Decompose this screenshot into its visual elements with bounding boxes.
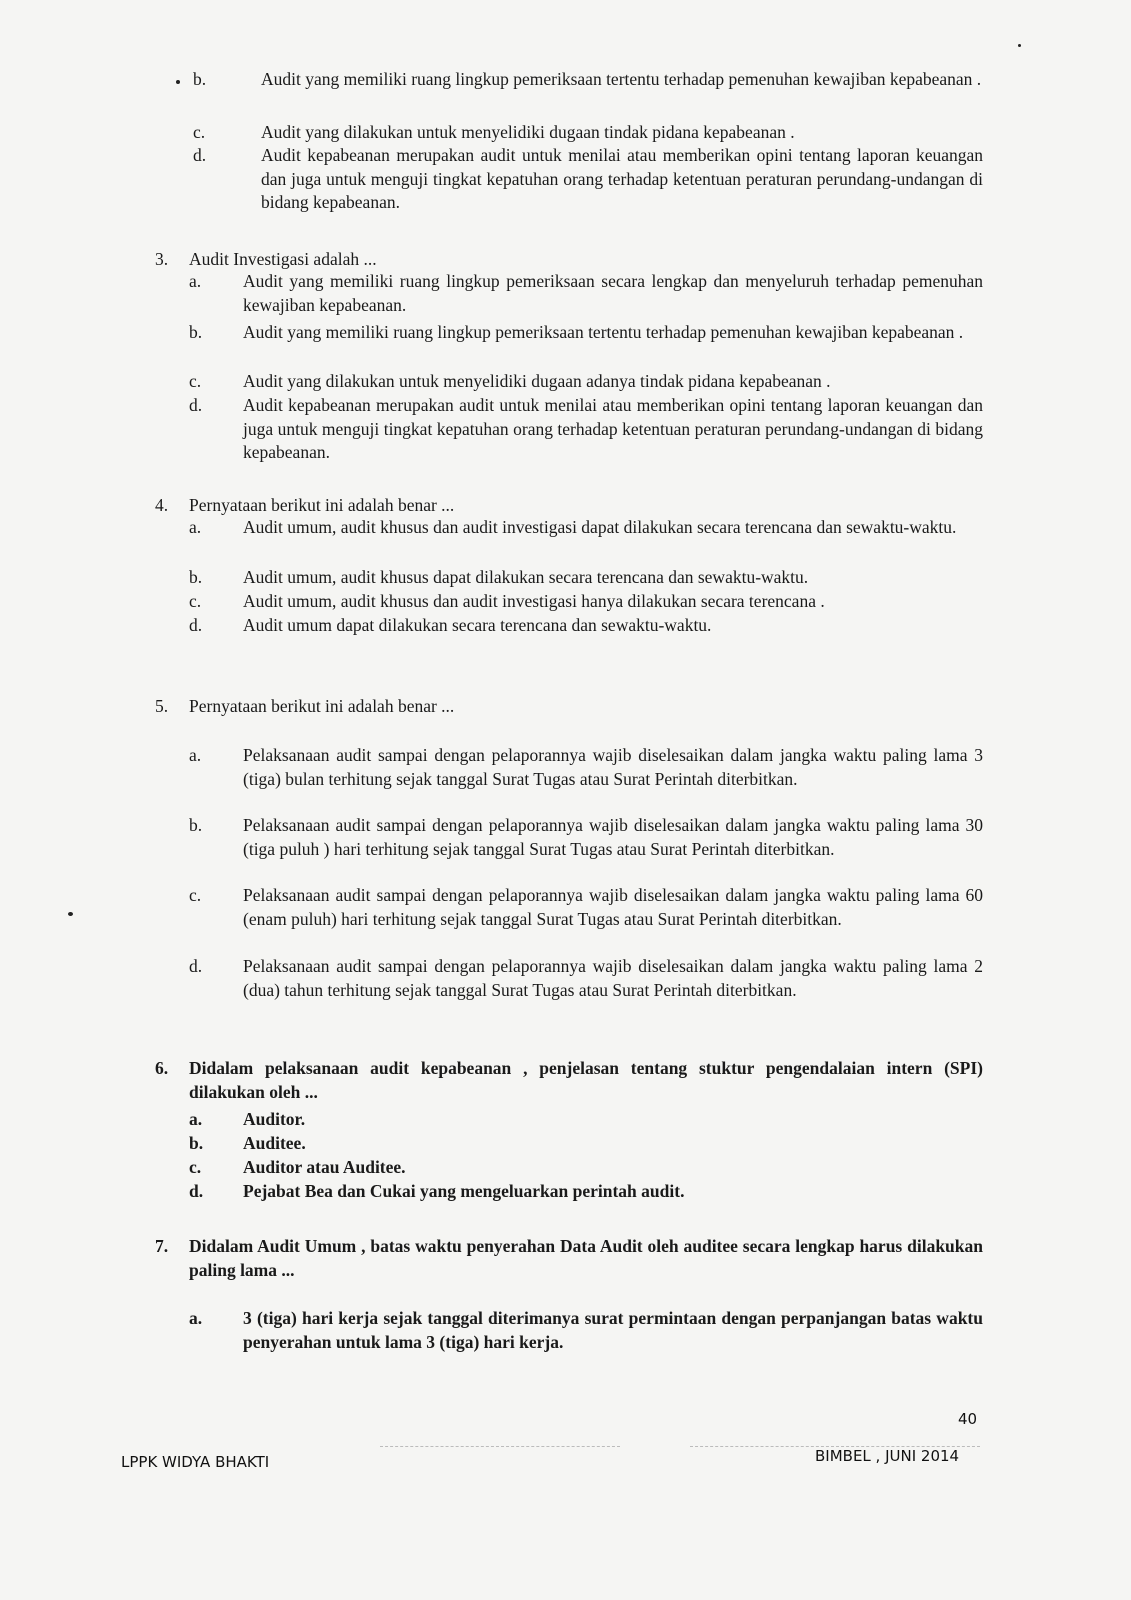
q7-option-a <box>189 1307 983 1354</box>
option-letter: d. <box>189 956 203 976</box>
q5-option-b <box>189 814 983 861</box>
option-text: Pelaksanaan audit sampai dengan pelaporannya wajib diselesaikan dalam jangka waktu paling lama 30 (tiga puluh ) hari terhitung sejak tanggal Surat Tugas atau Surat Perintah diterbitkan. <box>243 815 983 859</box>
option-text: 3 (tiga) hari kerja sejak tanggal diterimanya surat permintaan dengan perpanjangan batas waktu penyerahan untuk lama 3 (tiga) hari kerja. <box>243 1308 983 1352</box>
option-letter: d. <box>189 1181 204 1201</box>
option-text: Pelaksanaan audit sampai dengan pelaporannya wajib diselesaikan dalam jangka waktu paling lama 60 (enam puluh) hari terhitung sejak tanggal Surat Tugas atau Surat Perintah diterbitkan. <box>243 885 983 929</box>
option-text: Audit umum, audit khusus dan audit investigasi dapat dilakukan secara terencana dan sewaktu-waktu. <box>243 517 957 537</box>
question-text: Didalam Audit Umum , batas waktu penyerahan Data Audit oleh auditee secara lengkap harus dilakukan paling lama ... <box>189 1236 983 1280</box>
option-letter: d. <box>189 615 203 635</box>
q3-option-b <box>189 321 983 345</box>
question-number: 3. <box>155 249 169 269</box>
question-4 <box>155 494 983 518</box>
footer-right-label: BIMBEL , JUNI 2014 <box>815 1447 960 1465</box>
option-letter: a. <box>189 1308 203 1328</box>
option-text: Pelaksanaan audit sampai dengan pelaporannya wajib diselesaikan dalam jangka waktu paling lama 3 (tiga) bulan terhitung sejak tanggal Surat Tugas atau Surat Perintah diterbitkan. <box>243 745 983 789</box>
q6-option-c <box>189 1156 983 1180</box>
question-text: Didalam pelaksanaan audit kepabeanan , penjelasan tentang stuktur pengendalaian intern (SPI) dilakukan oleh ... <box>189 1058 983 1102</box>
option-letter: c. <box>189 591 202 611</box>
option-text: Audit umum, audit khusus dan audit investigasi hanya dilakukan secara terencana . <box>243 591 825 611</box>
option-letter: c. <box>189 885 202 905</box>
question-number: 4. <box>155 495 169 515</box>
scan-speck <box>176 80 180 84</box>
option-letter: d. <box>193 145 207 165</box>
question-text: Audit Investigasi adalah ... <box>189 249 377 269</box>
option-letter: a. <box>189 271 202 291</box>
option-letter: c. <box>193 122 206 142</box>
option-letter: b. <box>189 1133 204 1153</box>
option-text: Audit yang memiliki ruang lingkup pemeriksaan tertentu terhadap pemenuhan kewajiban kepabeanan . <box>261 69 982 89</box>
option-letter: a. <box>189 517 202 537</box>
q3-option-c <box>189 370 983 394</box>
question-3 <box>155 248 983 272</box>
option-text: Pelaksanaan audit sampai dengan pelaporannya wajib diselesaikan dalam jangka waktu paling lama 2 (dua) tahun terhitung sejak tanggal Surat Tugas atau Surat Perintah diterbitkan. <box>243 956 983 1000</box>
option-letter: c. <box>189 371 202 391</box>
q6-option-d <box>189 1180 983 1204</box>
option-text: Audit yang dilakukan untuk menyelidiki dugaan tindak pidana kepabeanan . <box>261 122 795 142</box>
option-letter: b. <box>189 567 203 587</box>
option-text: Audit yang memiliki ruang lingkup pemeriksaan secara lengkap dan menyeluruh terhadap pemenuhan kewajiban kepabeanan. <box>243 271 983 315</box>
page-number: 40 <box>958 1410 978 1428</box>
scan-speck <box>1018 44 1021 47</box>
option-letter: a. <box>189 745 202 765</box>
q5-option-d <box>189 955 983 1002</box>
option-text: Audit umum, audit khusus dapat dilakukan secara terencana dan sewaktu-waktu. <box>243 567 809 587</box>
question-7 <box>155 1235 983 1282</box>
question-number: 5. <box>155 696 169 716</box>
q4-option-b <box>189 566 983 590</box>
question-number: 7. <box>155 1236 169 1256</box>
option-text: Auditee. <box>243 1133 306 1153</box>
q4-option-d <box>189 614 983 638</box>
option-text: Audit kepabeanan merupakan audit untuk menilai atau memberikan opini tentang laporan keuangan dan juga untuk menguji tingkat kepatuhan orang terhadap ketentuan peraturan perundang-undangan di bidang kepabeanan. <box>243 395 983 462</box>
q3-option-d <box>189 394 983 465</box>
question-number: 6. <box>155 1058 169 1078</box>
q2-option-d <box>193 144 983 215</box>
q3-option-a <box>189 270 983 317</box>
option-letter: c. <box>189 1157 202 1177</box>
q6-option-a <box>189 1108 983 1132</box>
question-text: Pernyataan berikut ini adalah benar ... <box>189 495 455 515</box>
option-text: Audit yang dilakukan untuk menyelidiki dugaan adanya tindak pidana kepabeanan . <box>243 371 831 391</box>
q6-option-b <box>189 1132 983 1156</box>
q5-option-a <box>189 744 983 791</box>
option-text: Auditor atau Auditee. <box>243 1157 406 1177</box>
q5-option-c <box>189 884 983 931</box>
option-text: Pejabat Bea dan Cukai yang mengeluarkan perintah audit. <box>243 1181 685 1201</box>
footer-divider <box>380 1446 620 1447</box>
option-text: Audit umum dapat dilakukan secara terencana dan sewaktu-waktu. <box>243 615 712 635</box>
question-text: Pernyataan berikut ini adalah benar ... <box>189 696 455 716</box>
option-text: Audit kepabeanan merupakan audit untuk menilai atau memberikan opini tentang laporan keuangan dan juga untuk menguji tingkat kepatuhan orang terhadap ketentuan peraturan perundang-undangan di bidang kepabeanan. <box>261 145 983 212</box>
option-letter: b. <box>189 322 203 342</box>
scan-speck <box>68 912 73 916</box>
footer-left-label: LPPK WIDYA BHAKTI <box>121 1453 270 1471</box>
option-text: Auditor. <box>243 1109 306 1129</box>
option-letter: d. <box>189 395 203 415</box>
question-6 <box>155 1057 983 1104</box>
q4-option-c <box>189 590 983 614</box>
option-text: Audit yang memiliki ruang lingkup pemeriksaan tertentu terhadap pemenuhan kewajiban kepabeanan . <box>243 322 964 342</box>
q4-option-a <box>189 516 983 540</box>
q2-option-c <box>193 121 983 145</box>
q2-option-b <box>193 68 983 92</box>
question-5 <box>155 695 983 719</box>
option-letter: b. <box>193 69 207 89</box>
option-letter: a. <box>189 1109 203 1129</box>
option-letter: b. <box>189 815 203 835</box>
